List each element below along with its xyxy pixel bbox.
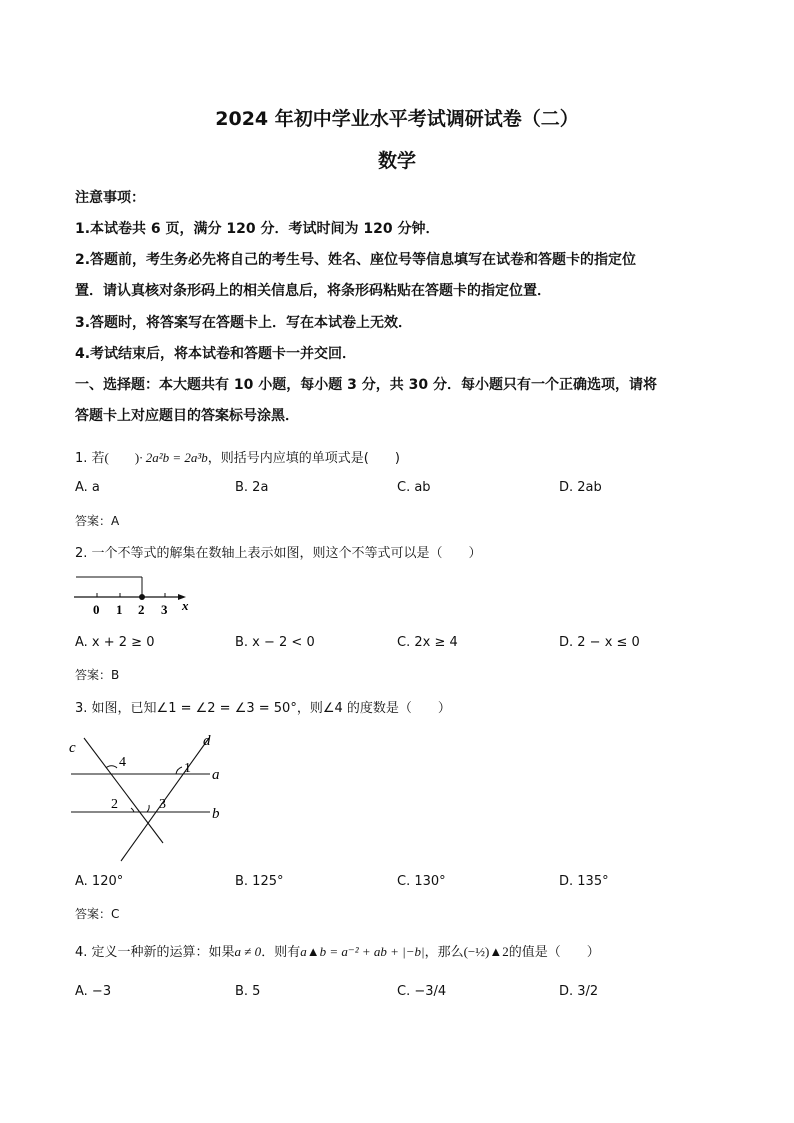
solid-point [139,594,145,600]
q1-number: 1. 若 [75,451,105,466]
q1-option-c: C. ab [397,480,431,495]
axis-variable: x [182,598,189,613]
q4-definition: a▲b = a⁻² + ab + |−b| [300,944,425,959]
angle-3-arc [147,805,149,812]
q3-option-c: C. 130° [397,874,446,889]
note-item-1: 1.本试卷共 6 页，满分 120 分．考试时间为 120 分钟． [75,221,440,237]
notes-heading: 注意事项： [75,190,145,206]
subject-title: 数学 [377,150,416,172]
q1-option-a: A. a [75,480,100,495]
q4-expression: (−½)▲2 [463,944,509,959]
note-item-4: 4.考试结束后，将本试卷和答题卡一并交回． [75,346,357,362]
angle-2-arc [131,808,134,812]
section-heading: 一、选择题：本大题共有 10 小题，每小题 3 分，共 30 分．每小题只有一个正确选项，请将 [75,377,657,393]
q4-option-c: C. −3/4 [397,984,447,999]
q3-option-d: D. 135° [559,874,609,889]
tick-label-2: 2 [138,602,145,617]
q3-option-a: A. 120° [75,874,124,889]
note-item-2-cont: 置．请认真核对条形码上的相关信息后，将条形码粘贴在答题卡的指定位置． [75,283,551,299]
angle-label-2: 2 [111,797,118,812]
label-d: d [203,733,211,749]
q4-stem-b: ．则有 [261,945,301,960]
question-2-stem: 2. 一个不等式的解集在数轴上表示如图，则这个不等式可以是（ ） [75,546,482,561]
q1-tail: ，则括号内应填的单项式是( ) [207,451,400,466]
tick-label-3: 3 [161,602,168,617]
angle-label-1: 1 [184,761,191,776]
angle-4-arc [106,766,117,768]
q1-expression: · 2a²b = 2a³b [139,450,208,465]
label-a: a [212,767,220,783]
q3-option-b: B. 125° [235,874,284,889]
number-line-figure [70,572,200,618]
q1-paren: ( ) [104,450,140,465]
note-item-2: 2.答题前，考生务必先将自己的考生号、姓名、座位号等信息填写在试卷和答题卡的指定位 [75,252,637,268]
line-c [84,738,163,843]
parallel-lines-figure [66,728,236,868]
tick-label-0: 0 [93,602,100,617]
question-4-stem [75,941,600,960]
q4-stem-c: ，那么 [424,945,464,960]
question-3-stem: 3. 如图，已知∠1 = ∠2 = ∠3 = 50°，则∠4 的度数是（ ） [75,701,451,716]
q4-condition: a ≠ 0 [234,944,262,959]
q1-answer: 答案：A [75,514,120,528]
q4-option-b: B. 5 [235,984,261,999]
angle-label-3: 3 [159,797,166,812]
q4-stem-d: 的值是（ ） [508,945,600,960]
q4-stem-a: 4. 定义一种新的运算：如果 [75,945,235,960]
label-c: c [69,740,76,756]
note-item-3: 3.答题时，将答案写在答题卡上．写在本试卷上无效． [75,315,413,331]
q2-option-b: B. x − 2 < 0 [235,635,315,650]
q1-option-b: B. 2a [235,480,269,495]
q3-answer: 答案：C [75,907,120,921]
q2-option-c: C. 2x ≥ 4 [397,635,458,650]
label-b: b [212,806,220,822]
q1-option-d: D. 2ab [559,480,602,495]
q2-answer: 答案：B [75,668,120,682]
angle-1-arc [176,767,182,774]
q4-option-a: A. −3 [75,984,112,999]
tick-label-1: 1 [116,602,123,617]
q2-option-a: A. x + 2 ≥ 0 [75,635,155,650]
q2-option-d: D. 2 − x ≤ 0 [559,635,640,650]
q4-option-d: D. 3/2 [559,984,599,999]
section-heading-cont: 答题卡上对应题目的答案标号涂黑． [75,408,299,424]
page-title: 2024 年初中学业水平考试调研试卷（二） [215,108,579,130]
question-1-stem [75,447,400,466]
angle-label-4: 4 [119,755,126,770]
